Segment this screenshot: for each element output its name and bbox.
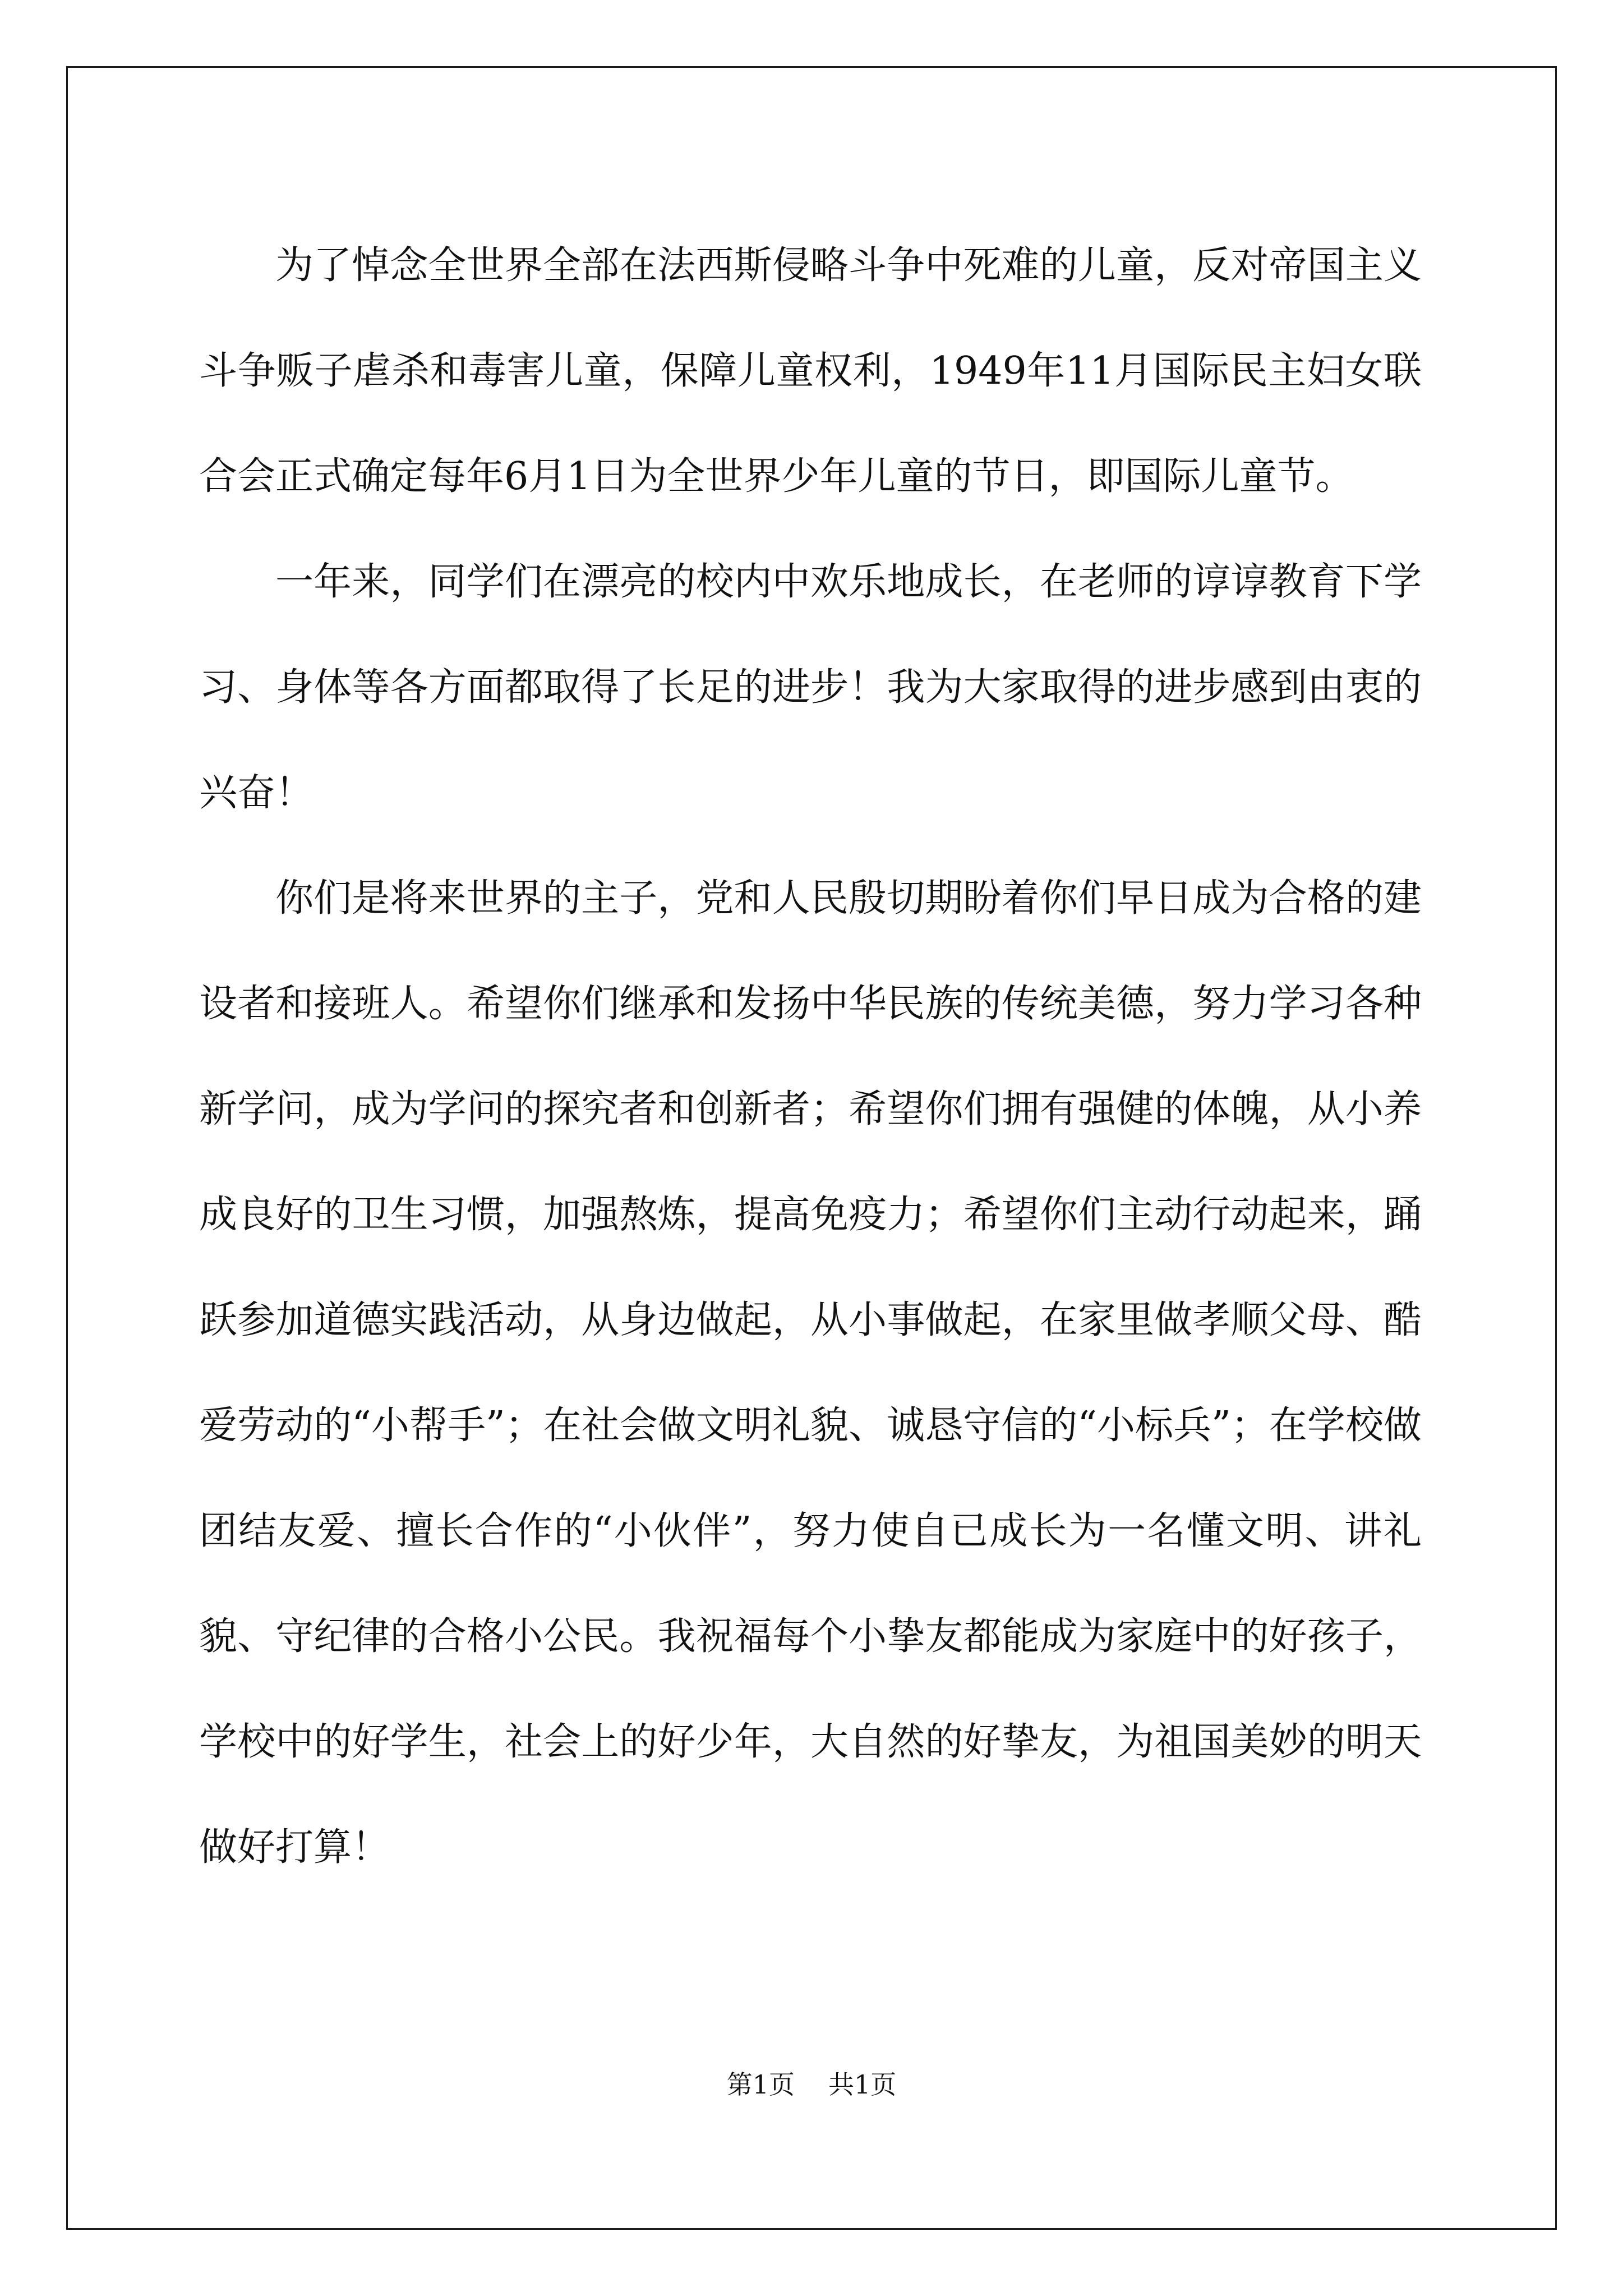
page-number-current: 第1页 (726, 2069, 795, 2100)
paragraph-3: 你们是将来世界的主子，党和人民殷切期盼着你们早日成为合格的建设者和接班人。希望你们继承和发扬中华民族的传统美德，努力学习各种新学问，成为学问的探究者和创新者；希望你们拥有强健的体魄，从小养成良好的卫生习惯，加强熬炼，提高免疫力；希望你们主动行动起来，踊跃参加道德实践活动，从身边做起，从小事做起，在家里做孝顺父母、酷爱劳动的“小帮手”；在社会做文明礼貌、诚恳守信的“小标兵”；在学校做团结友爱、擅长合作的“小伙伴”，努力使自已成长为一名懂文明、讲礼貌、守纪律的合格小公民。我祝福每个小挚友都能成为家庭中的好孩子，学校中的好学生，社会上的好少年，大自然的好挚友，为祖国美妙的明天做好打算！ (199, 876, 1422, 1870)
paragraph-2: 一年来，同学们在漂亮的校内中欢乐地成长，在老师的谆谆教育下学习、身体等各方面都取得了长足的进步！我为大家取得的进步感到由衷的兴奋！ (199, 560, 1422, 815)
page-number-total: 共1页 (828, 2069, 897, 2100)
page-footer (0, 2064, 1623, 2101)
document-body (199, 213, 1422, 1901)
paragraph-1: 为了悼念全世界全部在法西斯侵略斗争中死难的儿童，反对帝国主义斗争贩子虐杀和毒害儿童，保障儿童权利，1949年11月国际民主妇女联合会正式确定每年6月1日为全世界少年儿童的节日，即国际儿童节。 (199, 243, 1422, 499)
